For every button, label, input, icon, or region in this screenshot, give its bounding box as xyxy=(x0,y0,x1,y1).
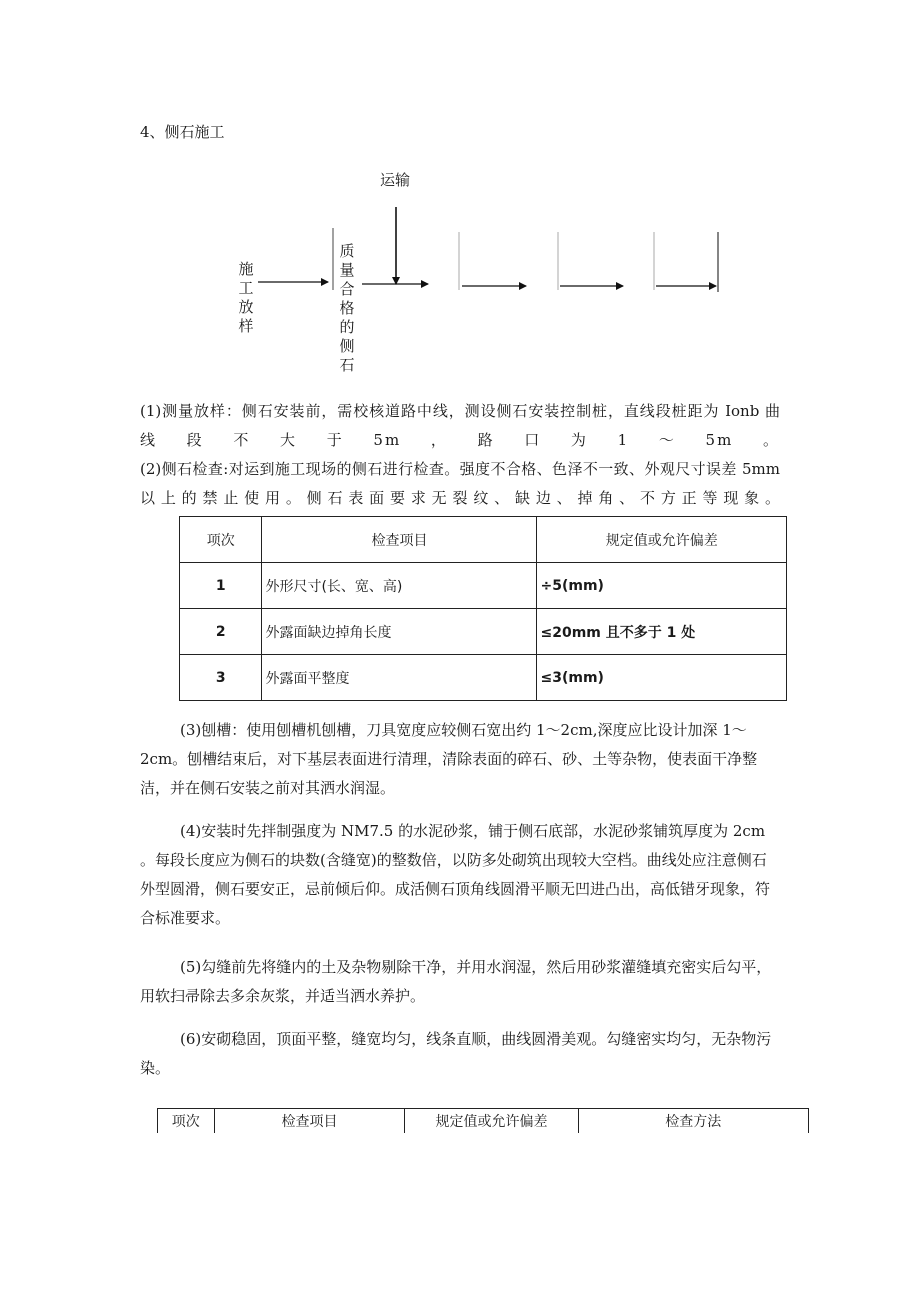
paragraph-survey xyxy=(140,397,780,513)
paragraph-line: 以上的禁止使用。侧石表面要求无裂纹、缺边、掉角、不方正等现象。 xyxy=(140,489,780,507)
table-cell-value: ÷5(mm) xyxy=(537,563,787,609)
table-cell-item: 外形尺寸(长、宽、高) xyxy=(262,563,537,609)
section-heading: 4、侧石施工 xyxy=(140,123,225,141)
table-header-cell: 检查项目 xyxy=(214,1109,405,1134)
table-header-cell: 检查方法 xyxy=(578,1109,808,1134)
flow-diagram xyxy=(0,0,920,380)
table-header-cell: 项次 xyxy=(158,1109,215,1134)
table-header-cell: 规定值或允许偏差 xyxy=(405,1109,578,1134)
paragraph-grooving: (3)刨槽：使用刨槽机刨槽，刀具宽度应较侧石宽出约 1～2cm,深度应比设计加深 1～2cm。刨槽结束后，对下基层表面进行清理，清除表面的碎石、砂、土等杂物，使表面干净整洁，并在侧石安装之前对其洒水润湿。 xyxy=(140,721,758,797)
table-cell-no: 1 xyxy=(180,563,262,609)
paragraph-stability: (6)安砌稳固，顶面平整，缝宽均匀，线条直顺，曲线圆滑美观。勾缝密实均匀，无杂物污染。 xyxy=(140,1030,772,1077)
table-header-cell: 规定值或允许偏差 xyxy=(537,517,787,563)
inspection-table xyxy=(179,516,787,701)
paragraph-line: (2)侧石检查:对运到施工现场的侧石进行检查。强度不合格、色泽不一致、外观尺寸误差 5mm xyxy=(140,460,780,478)
table-header-row xyxy=(158,1109,809,1134)
table-cell-item: 外露面缺边掉角长度 xyxy=(262,609,537,655)
table-cell-no: 2 xyxy=(180,609,262,655)
flow-label-qualified-curb: 质量合格的侧石 xyxy=(339,242,355,374)
flow-label-layout: 施工放样 xyxy=(238,260,254,335)
paragraph-jointing: (5)勾缝前先将缝内的土及杂物剔除干净，并用水润湿，然后用砂浆灌缝填充密实后勾平，用软扫帚除去多余灰浆，并适当洒水养护。 xyxy=(140,958,772,1005)
table-row xyxy=(180,609,787,655)
table-row xyxy=(180,655,787,701)
paragraph-line: 线段不大于5m，路口为1～5m。 xyxy=(140,431,780,449)
inspection-method-table xyxy=(157,1108,809,1133)
paragraph-installation: (4)安装时先拌制强度为 NM7.5 的水泥砂浆，铺于侧石底部，水泥砂浆铺筑厚度为 2cm 。每段长度应为侧石的块数(含缝宽)的整数倍，以防多处砌筑出现较大空档。曲线处应注意侧石外型圆滑，侧石要安正，忌前倾后仰。成活侧石顶角线圆滑平顺无凹进凸出，高低错牙现象，符合标准要求。 xyxy=(140,822,771,927)
table-header-row xyxy=(180,517,787,563)
table-cell-value: ≤20mm 且不多于 1 处 xyxy=(537,609,787,655)
table-cell-value: ≤3(mm) xyxy=(537,655,787,701)
table-header-cell: 项次 xyxy=(180,517,262,563)
table-cell-item: 外露面平整度 xyxy=(262,655,537,701)
table-header-cell: 检查项目 xyxy=(262,517,537,563)
table-cell-no: 3 xyxy=(180,655,262,701)
paragraph-line: (1)测量放样：侧石安装前，需校核道路中线，测设侧石安装控制桩，直线段桩距为 Ionb 曲 xyxy=(140,402,780,420)
table-row xyxy=(180,563,787,609)
flow-label-transport: 运输 xyxy=(380,171,411,189)
